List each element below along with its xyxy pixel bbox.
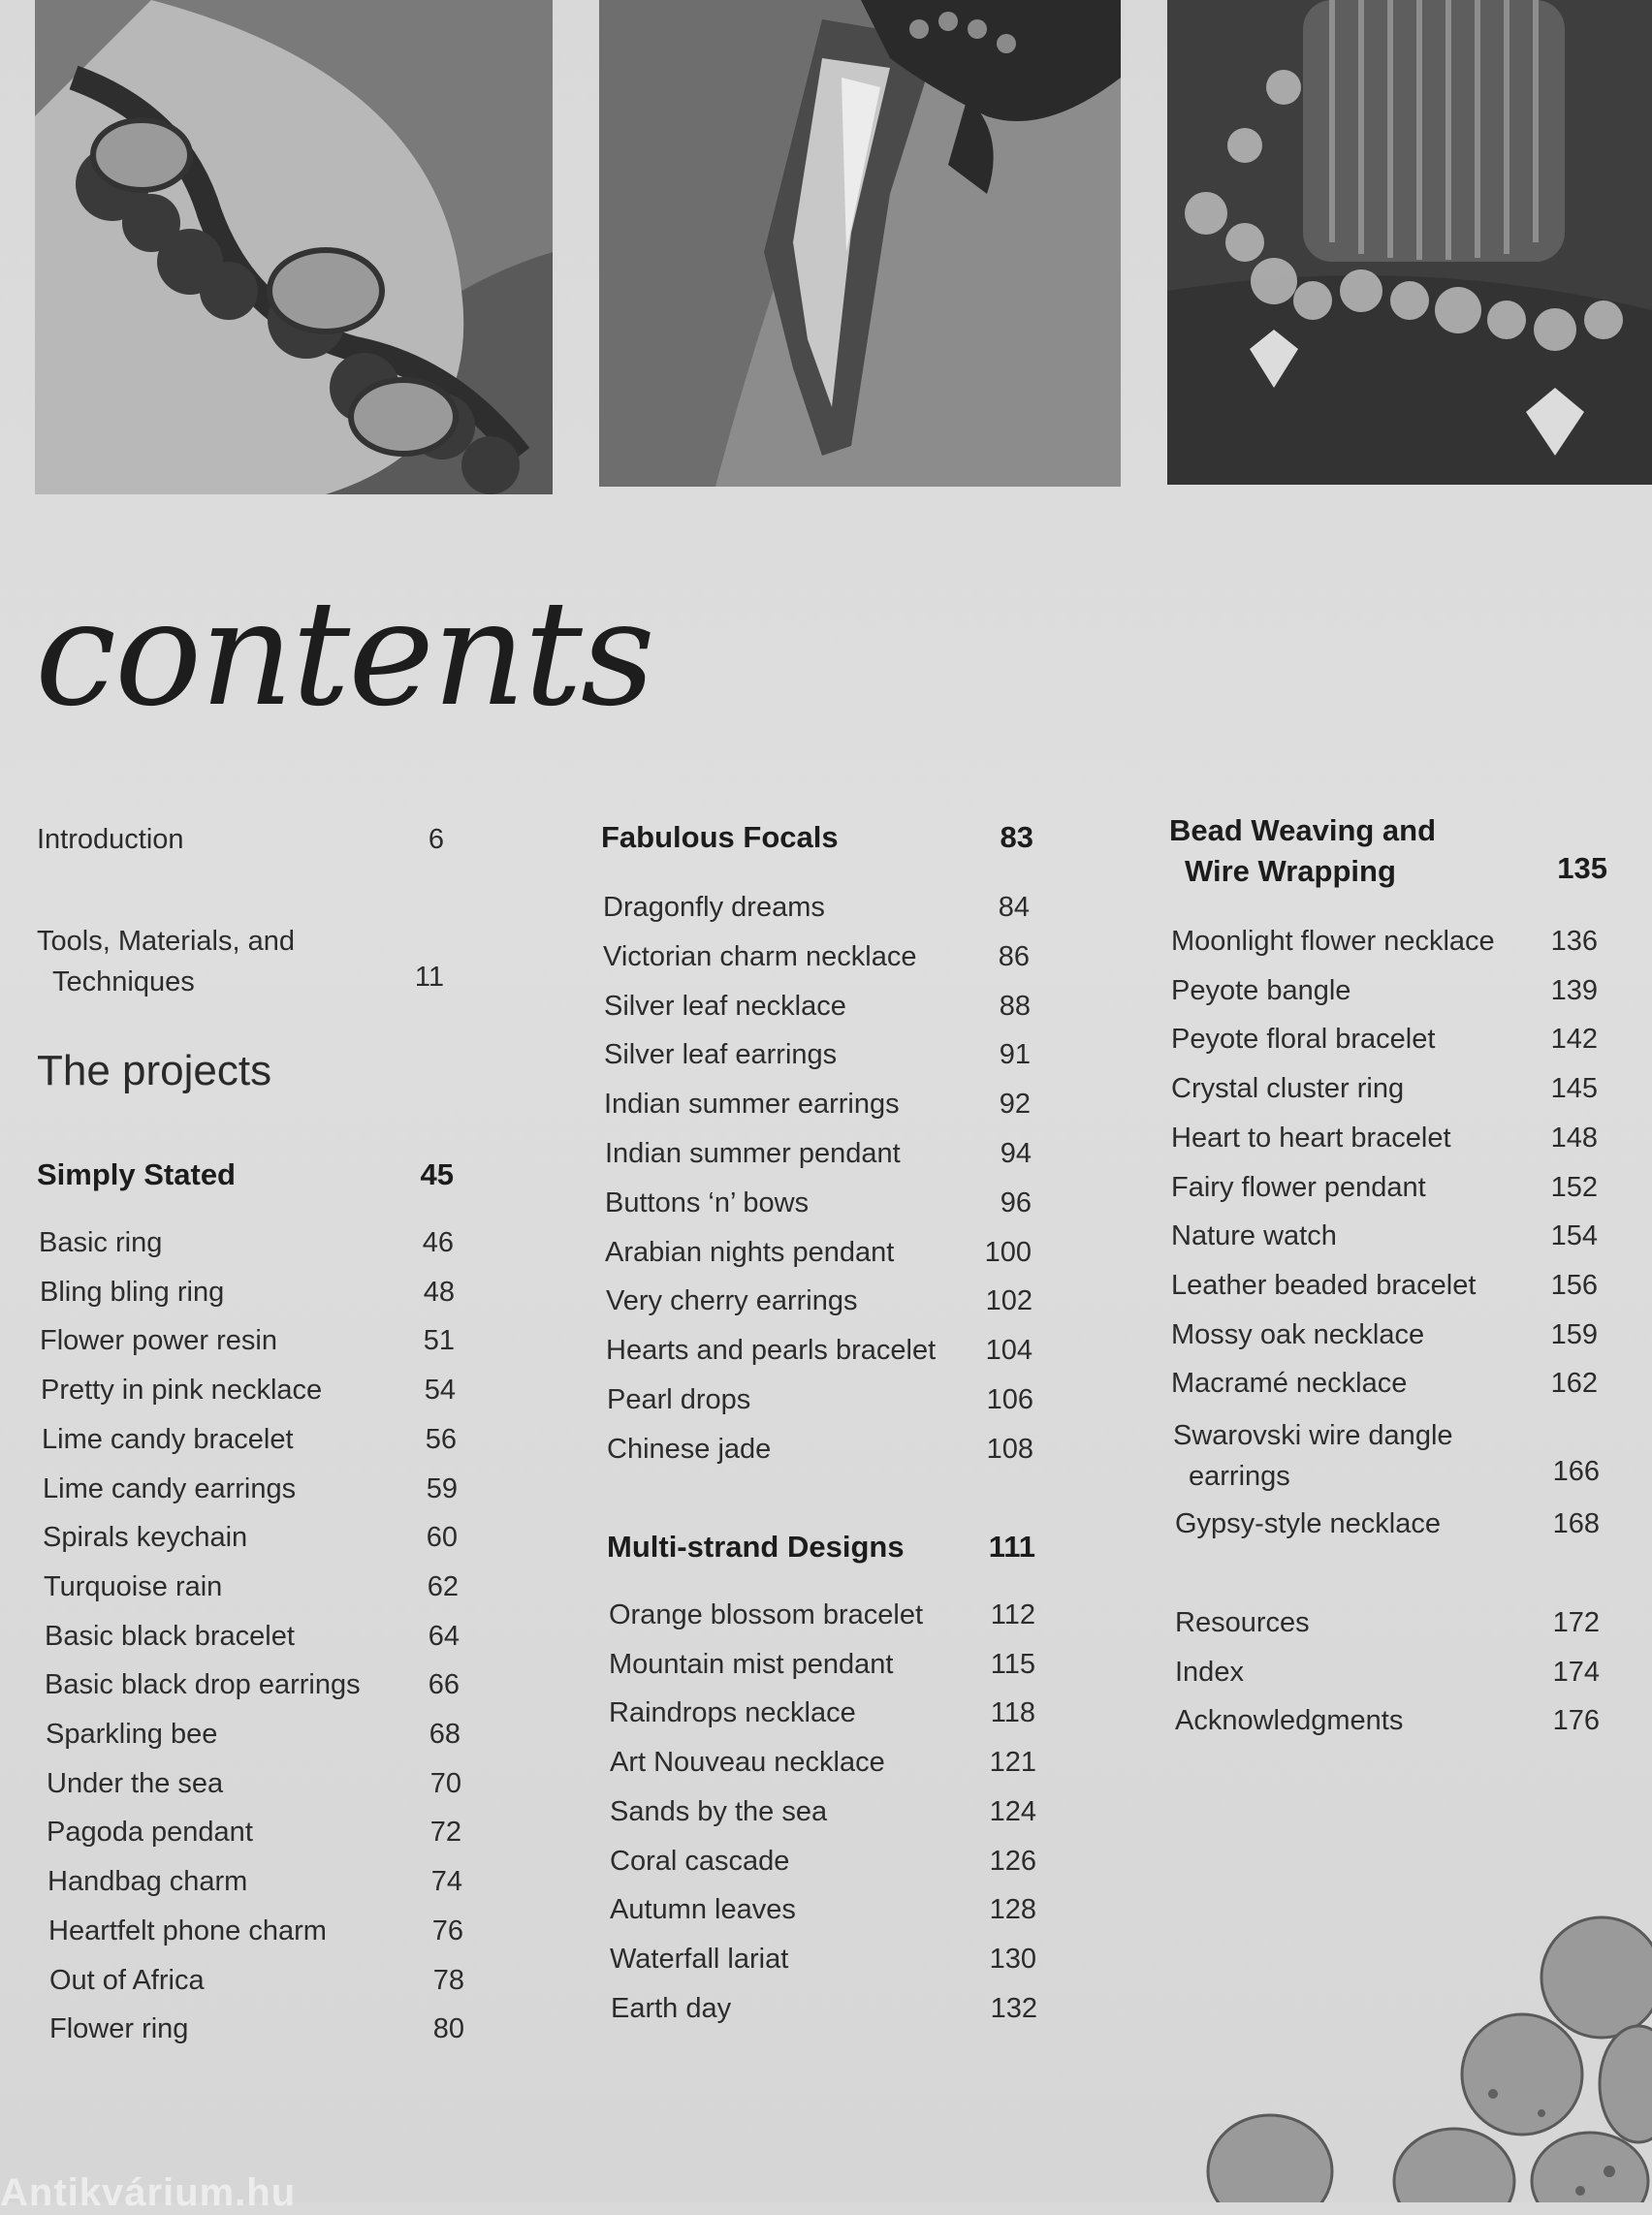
toc-entry-title: Nature watch [1171, 1220, 1337, 1252]
toc-entry-page: 6 [428, 824, 444, 855]
toc-entry-title: Pretty in pink necklace [41, 1375, 323, 1407]
toc-entry-title: Peyote bangle [1171, 974, 1351, 1006]
toc-entry-page: 78 [432, 1964, 464, 1996]
toc-entry-title: Resources [1175, 1607, 1310, 1638]
toc-entry-page: 166 [1552, 1456, 1600, 1487]
section-page: 135 [1557, 851, 1607, 885]
toc-entry-page: 130 [989, 1943, 1036, 1975]
toc-entry-title: Spirals keychain [43, 1522, 248, 1554]
toc-entry-title: Sands by the sea [610, 1795, 828, 1827]
toc-entry-page: 74 [430, 1866, 462, 1898]
toc-entry-page: 124 [989, 1795, 1036, 1827]
toc-entry-title: Earth day [611, 1992, 732, 2024]
toc-entry-page: 62 [427, 1570, 459, 1602]
toc-entry-title: Orange blossom bracelet [609, 1599, 923, 1630]
toc-entry-title: Pagoda pendant [47, 1817, 253, 1849]
photo-crystal-bracelet-glass [1167, 0, 1652, 485]
toc-entry-page: 118 [990, 1697, 1035, 1729]
toc-entry-title: Turquoise rain [44, 1570, 223, 1602]
toc-entry-page: 56 [425, 1423, 457, 1455]
toc-entry-title: Indian summer pendant [605, 1138, 901, 1169]
decorative-beads [1202, 1890, 1652, 2202]
toc-entry-page: 96 [1000, 1187, 1032, 1218]
toc-entry-title-line1: Tools, Materials, and [37, 926, 295, 957]
toc-entry-title: Victorian charm necklace [603, 940, 917, 972]
toc-entry-title: Out of Africa [49, 1964, 205, 1996]
toc-entry-page: 51 [423, 1325, 455, 1357]
toc-entry-page: 132 [990, 1992, 1037, 2024]
section-title [1169, 810, 1607, 892]
toc-entry-title: Silver leaf necklace [604, 990, 846, 1022]
toc-entry-title: Autumn leaves [610, 1894, 796, 1926]
toc-entry-page: 142 [1550, 1024, 1598, 1056]
toc-entry-title: Waterfall lariat [610, 1943, 789, 1975]
page-title: contents [35, 570, 653, 739]
toc-entry-title: Basic black drop earrings [45, 1669, 361, 1701]
toc-entry-title: Flower power resin [40, 1325, 277, 1357]
toc-entry-title: Coral cascade [610, 1845, 790, 1877]
section-title: Multi-strand Designs [607, 1530, 905, 1564]
toc-entry-title: Handbag charm [48, 1866, 248, 1898]
section-title: Fabulous Focals [601, 820, 839, 854]
toc-entry-title: Sparkling bee [46, 1719, 218, 1750]
toc-entry-page: 174 [1552, 1656, 1600, 1688]
section-title: Simply Stated [37, 1157, 236, 1191]
toc-entry-page: 162 [1550, 1368, 1598, 1400]
projects-heading: The projects [37, 1047, 272, 1094]
toc-entry-title: Macramé necklace [1171, 1368, 1408, 1400]
toc-entry-title: Raindrops necklace [609, 1697, 856, 1729]
toc-entry-page: 112 [990, 1599, 1035, 1630]
section-page: 83 [1000, 820, 1033, 854]
toc-entry-title: Acknowledgments [1175, 1705, 1404, 1737]
toc-entry-page: 176 [1552, 1705, 1600, 1737]
toc-entry-page: 115 [990, 1648, 1035, 1680]
toc-entry-title [1173, 1415, 1453, 1497]
toc-entry-page: 80 [432, 2013, 464, 2045]
toc-entry-page: 88 [999, 990, 1031, 1022]
toc-entry-page: 70 [429, 1767, 461, 1799]
toc-entry-title: Bling bling ring [40, 1276, 225, 1308]
toc-entry-page: 126 [989, 1845, 1036, 1877]
section-title-line1: Bead Weaving and [1169, 813, 1437, 847]
section-page: 45 [420, 1157, 454, 1191]
toc-entry-title: Very cherry earrings [606, 1285, 858, 1317]
section-heading-multi-strand-designs[interactable] [607, 1530, 1035, 1565]
toc-entry-title: Indian summer earrings [604, 1089, 900, 1121]
toc-entry-title-line1: Swarovski wire dangle [1173, 1420, 1453, 1451]
toc-entry-page: 136 [1550, 926, 1598, 957]
toc-entry-title-line2: earrings [1189, 1461, 1290, 1492]
toc-entry-title-line2: Techniques [52, 966, 195, 997]
toc-entry-title: Introduction [37, 824, 184, 855]
toc-entry-title: Basic ring [39, 1227, 163, 1258]
toc-entry-page: 76 [431, 1914, 463, 1946]
toc-entry-title: Heartfelt phone charm [48, 1914, 327, 1946]
toc-entry-page: 91 [999, 1039, 1031, 1071]
toc-entry-title: Chinese jade [607, 1433, 772, 1465]
toc-entry-page: 84 [998, 892, 1030, 923]
toc-entry-title: Mountain mist pendant [609, 1648, 894, 1680]
toc-entry-title: Lime candy earrings [43, 1472, 297, 1504]
toc-entry-title: Index [1175, 1656, 1244, 1688]
toc-entry-title: Basic black bracelet [45, 1620, 295, 1652]
toc-entry-title: Under the sea [47, 1767, 224, 1799]
toc-entry-title: Buttons ‘n’ bows [605, 1187, 810, 1218]
toc-entry-title: Pearl drops [607, 1384, 751, 1415]
toc-entry-page: 128 [989, 1894, 1036, 1926]
toc-entry-page: 72 [429, 1817, 461, 1849]
toc-entry-page: 108 [986, 1433, 1033, 1465]
toc-entry-page: 102 [985, 1285, 1032, 1317]
toc-entry-page: 145 [1550, 1073, 1598, 1105]
toc-entry-page: 54 [424, 1375, 456, 1407]
toc-entry-page: 121 [989, 1747, 1036, 1779]
toc-entry-title: Dragonfly dreams [603, 892, 825, 923]
toc-entry-title: Flower ring [49, 2013, 189, 2045]
photo-bead-necklace [35, 0, 553, 494]
toc-entry-title: Gypsy-style necklace [1175, 1508, 1441, 1539]
toc-entry-page: 172 [1552, 1607, 1600, 1638]
toc-entry-page: 48 [423, 1276, 455, 1308]
toc-entry-page: 106 [986, 1384, 1033, 1415]
toc-entry-page: 156 [1550, 1269, 1598, 1301]
photo-crystal-pendant [599, 0, 1121, 487]
toc-entry-page: 92 [999, 1089, 1031, 1121]
toc-entry-title: Mossy oak necklace [1171, 1318, 1425, 1350]
toc-entry-title: Peyote floral bracelet [1171, 1024, 1436, 1056]
toc-entry-page: 60 [426, 1522, 458, 1554]
section-heading-fabulous-focals[interactable] [601, 820, 1033, 855]
toc-entry-page: 64 [428, 1620, 460, 1652]
toc-entry-title: Crystal cluster ring [1171, 1073, 1405, 1105]
toc-entry-page: 154 [1550, 1220, 1598, 1252]
toc-entry-page: 46 [422, 1227, 454, 1258]
toc-entry-page: 152 [1550, 1171, 1598, 1203]
toc-entry-title [37, 921, 295, 1002]
section-heading-bead-weaving[interactable] [1169, 810, 1607, 892]
toc-entry-title: Heart to heart bracelet [1171, 1122, 1451, 1154]
toc-entry-title: Leather beaded bracelet [1171, 1269, 1477, 1301]
toc-entry-page: 66 [428, 1669, 460, 1701]
toc-entry-title: Hearts and pearls bracelet [606, 1335, 937, 1367]
toc-entry-page: 68 [429, 1719, 461, 1750]
toc-entry-page: 100 [984, 1236, 1032, 1268]
toc-entry-page: 148 [1550, 1122, 1598, 1154]
toc-entry-title: Art Nouveau necklace [610, 1747, 885, 1779]
toc-entry-page: 159 [1550, 1318, 1598, 1350]
toc-entry-title: Lime candy bracelet [42, 1423, 294, 1455]
toc-entry-page: 86 [998, 940, 1030, 972]
toc-entry-title: Moonlight flower necklace [1171, 926, 1495, 957]
section-heading-simply-stated[interactable] [37, 1157, 454, 1192]
section-page: 111 [988, 1530, 1035, 1564]
toc-entry-page: 59 [426, 1472, 458, 1504]
toc-entry-title: Silver leaf earrings [604, 1039, 838, 1071]
toc-entry-page: 94 [1000, 1138, 1032, 1169]
watermark-text: Antikvárium.hu [0, 2171, 297, 2214]
toc-entry-page: 11 [414, 962, 444, 993]
toc-entry-page: 139 [1550, 974, 1598, 1006]
toc-entry-page: 104 [985, 1335, 1032, 1367]
toc-entry-title: Fairy flower pendant [1171, 1171, 1426, 1203]
toc-entry-page: 168 [1552, 1508, 1600, 1539]
section-title-line2: Wire Wrapping [1185, 854, 1396, 888]
toc-entry-title: Arabian nights pendant [605, 1236, 895, 1268]
